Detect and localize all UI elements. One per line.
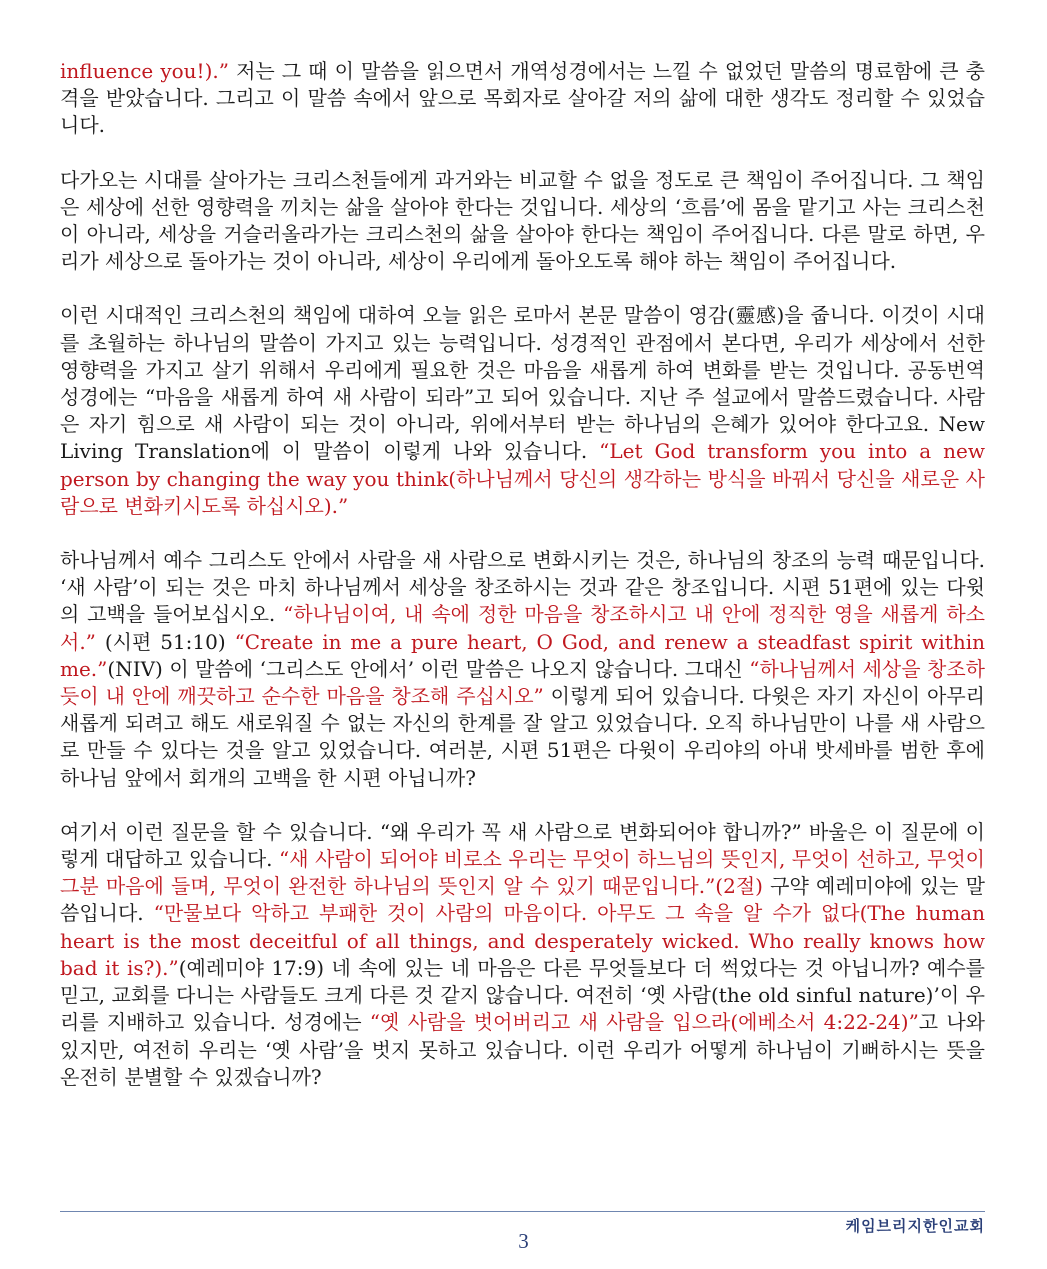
scripture-quote: “만물보다 악하고 부패한 것이 사람의 마음이다. 아무도 그 속을 알 수가 없다(The human heart is the most deceitful of all things, and desperately wicked. Who really knows how bad it is?).”	[60, 901, 985, 980]
article-body	[60, 58, 985, 1118]
body-text: (예레미야 17:9) 네 속에 있는 네 마음은 다른 무엇들보다 더 썩었다는 것 아닙니까? 예수를 믿고, 교회를 다니는 사람들도 크게 다른 것 같지 않습니다. 여전히 ‘옛 사람(the old sinful nature)’이 우리를 지배하고 있습니다. 성경에는	[60, 955, 985, 1035]
body-text: 다가오는 시대를 살아가는 크리스천들에게 과거와는 비교할 수 없을 정도로 큰 책임이 주어집니다. 그 책임은 세상에 선한 영향력을 끼치는 삶을 살아야 한다는 것입니다. 세상의 ‘흐름’에 몸을 맡기고 사는 크리스천이 아니라, 세상을 거슬러올라가는 크리스천의 삶을 살아야 한다는 책임이 주어집니다. 다른 말로 하면, 우리가 세상으로 돌아가는 것이 아니라, 세상이 우리에게 돌아오도록 해야 하는 책임이 주어집니다.	[60, 167, 985, 274]
body-text: 여기서 이런 질문을 할 수 있습니다. “왜 우리가 꼭 새 사람으로 변화되어야 합니까?” 바울은 이 질문에 이렇게 대답하고 있습니다.	[60, 819, 985, 872]
paragraph-5	[60, 819, 985, 1091]
body-text: (NIV) 이 말씀에 ‘그리스도 안에서’ 이런 말씀은 나오지 않습니다. 그대신	[107, 656, 750, 681]
scripture-quote: “새 사람이 되어야 비로소 우리는 무엇이 하느님의 뜻인지, 무엇이 선하고, 무엇이 그분 마음에 들며, 무엇이 완전한 하나님의 뜻인지 알 수 있기 때문입니다.”(2절)	[60, 847, 985, 899]
body-text: 고 나와 있지만, 여전히 우리는 ‘옛 사람’을 벗지 못하고 있습니다. 이런 우리가 어떻게 하나님이 기뻐하시는 뜻을 온전히 분별할 수 있겠습니까?	[60, 1010, 985, 1089]
body-text: 구약 예레미야에 있는 말씀입니다.	[60, 874, 985, 926]
scripture-quote: “Create in me a pure heart, O God, and renew a steadfast spirit within me.”	[60, 629, 985, 681]
body-text: 이렇게 되어 있습니다. 다윗은 자기 자신이 아무리 새롭게 되려고 해도 새로워질 수 없는 자신의 한계를 잘 알고 있었습니다. 오직 하나님만이 나를 새 사람으로 만들 수 있다는 것을 알고 있었습니다. 여러분, 시편 51편은 다윗이 우리야의 아내 밧세바를 범한 후에 하나님 앞에서 회개의 고백을 한 시편 아닙니까?	[60, 684, 985, 790]
body-text: (시편 51:10)	[95, 629, 235, 654]
paragraph-3	[60, 302, 985, 520]
paragraph-1	[60, 58, 985, 140]
page-number: 3	[518, 1229, 529, 1253]
scripture-quote: “하나님께서 세상을 창조하듯이 내 안에 깨끗하고 순수한 마음을 창조해 주십시오”	[60, 656, 985, 709]
paragraph-4	[60, 547, 985, 792]
footer-divider	[60, 1211, 985, 1212]
scripture-quote: “옛 사람을 벗어버리고 새 사람을 입으라(에베소서 4:22-24)”	[369, 1010, 919, 1035]
scripture-quote: “Let God transform you into a new person by changing the way you think(하나님께서 당신의 생각하는 방식을 바꿔서 당신을 새로운 사람으로 변화키시도록 하십시오).”	[60, 439, 985, 518]
body-text: 이런 시대적인 크리스천의 책임에 대하여 오늘 읽은 로마서 본문 말씀이 영감(靈感)을 줍니다. 이것이 시대를 초월하는 하나님의 말씀이 가지고 있는 능력입니다. 성경적인 관점에서 본다면, 우리가 세상에서 선한 영향력을 가지고 살기 위해서 우리에게 필요한 것은 마음을 새롭게 하여 변화를 받는 것입니다. 공동번역 성경에는 “마음을 새롭게 하여 새 사람이 되라”고 되어 있습니다. 지난 주 설교에서 말씀드렸습니다. 사람은 자기 힘으로 새 사람이 되는 것이 아니라, 위에서부터 받는 하나님의 은혜가 있어야 한다고요. New Living Translation에 이 말씀이 이렇게 나와 있습니다.	[60, 303, 985, 464]
scripture-quote: “하나님이여, 내 속에 정한 마음을 창조하시고 내 안에 정직한 영을 새롭게 하소서.”	[60, 602, 985, 654]
body-text: 저는 그 때 이 말씀을 읽으면서 개역성경에서는 느낄 수 없었던 말씀의 명료함에 큰 충격을 받았습니다. 그리고 이 말씀 속에서 앞으로 목회자로 살아갈 저의 삶에 대한 생각도 정리할 수 있었습니다.	[60, 59, 985, 138]
scripture-quote: influence you!).”	[60, 59, 229, 83]
paragraph-2	[60, 167, 985, 276]
body-text: 하나님께서 예수 그리스도 안에서 사람을 새 사람으로 변화시키는 것은, 하나님의 창조의 능력 때문입니다. ‘새 사람’이 되는 것은 마치 하나님께서 세상을 창조하시는 것과 같은 창조입니다. 시편 51편에 있는 다윗의 고백을 들어보십시오.	[60, 548, 985, 627]
church-name: 케임브리지한인교회	[845, 1217, 985, 1235]
